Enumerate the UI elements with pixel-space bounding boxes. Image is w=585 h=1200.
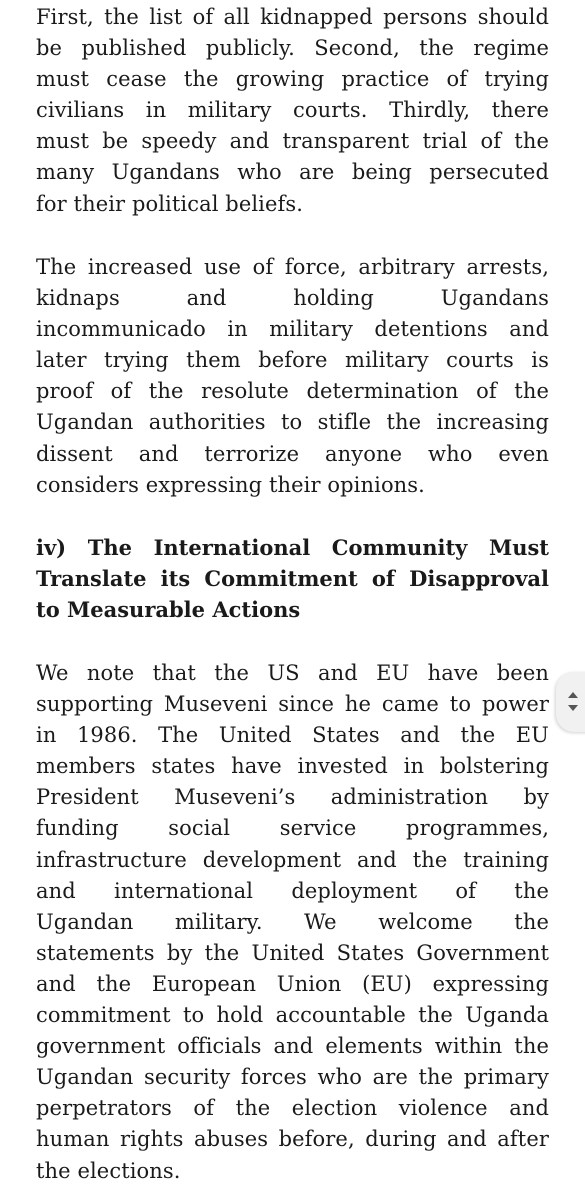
fast-scroll-handle[interactable] [556,672,585,732]
text-line: President Museveni’s administration by [36,785,549,810]
text-line: First, the list of all kidnapped persons should [36,5,549,29]
text-line: must cease the growing practice of trying [36,67,549,92]
paragraph-use-of-force [36,252,549,501]
text-line: human rights abuses before, during and after [36,1127,549,1152]
text-line: perpetrators of the election violence and [36,1096,549,1121]
paragraph-recommendations [36,2,549,220]
heading-line: to Measurable Actions [36,597,301,623]
text-line: government officials and elements within the [36,1034,549,1059]
text-line: must be speedy and transparent trial of the [36,129,549,154]
text-line: The increased use of force, arbitrary arrests, [36,255,549,279]
text-line: incommunicado in military detentions and [36,317,549,342]
text-line: infrastructure development and the training [36,847,549,872]
text-line: dissent and terrorize anyone who even [36,441,549,466]
text-line: funding social service programmes, [36,816,549,841]
text-line: be published publicly. Second, the regime [36,36,549,61]
heading-line: iv) The International Community Must [36,535,549,560]
text-line: kidnaps and holding Ugandans [36,286,549,311]
text-line: We note that the US and EU have been [36,661,549,685]
text-line: the elections. [36,1158,181,1183]
text-line: members states have invested in bolstering [36,754,549,779]
chevron-down-icon[interactable] [568,705,578,711]
text-line: considers expressing their opinions. [36,472,425,497]
section-heading [36,532,549,625]
text-line: later trying them before military courts is [36,348,549,373]
paragraph-us-eu-support [36,658,549,1187]
text-line: in 1986. The United States and the EU [36,723,549,748]
heading-line: Translate its Commitment of Disapproval [36,566,549,592]
text-line: civilians in military courts. Thirdly, there [36,98,549,123]
text-line: commitment to hold accountable the Uganda [36,1003,549,1028]
text-line: proof of the resolute determination of the [36,379,549,404]
text-line: for their political beliefs. [36,191,304,216]
text-line: and international deployment of the [36,878,549,903]
text-line: statements by the United States Government [36,940,549,965]
chevron-up-icon[interactable] [568,692,578,698]
text-line: Ugandan military. We welcome the [36,909,549,934]
text-line: supporting Museveni since he came to power [36,692,549,717]
text-line: Ugandan security forces who are the primary [36,1065,549,1090]
text-line: many Ugandans who are being persecuted [36,160,549,185]
text-line: Ugandan authorities to stifle the increasing [36,410,549,435]
text-line: and the European Union (EU) expressing [36,971,549,996]
